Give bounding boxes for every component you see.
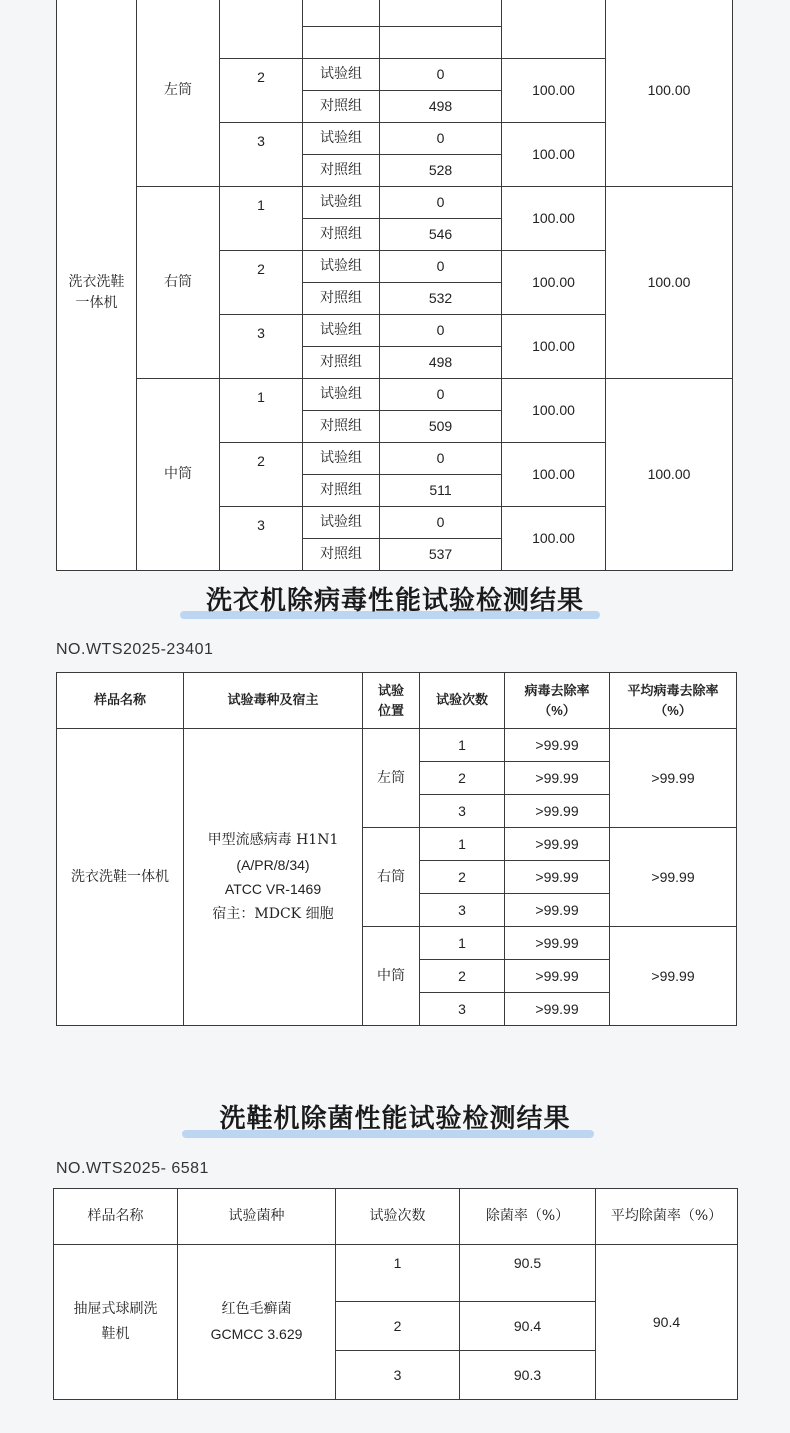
rate-cell: >99.99 (505, 729, 610, 762)
header-rate: 病毒去除率 （%） (505, 673, 610, 729)
count-cell: 546 (380, 219, 502, 251)
strain-line: GCMCC 3.629 (210, 1326, 303, 1342)
run-cell: 3 (336, 1351, 460, 1400)
run-cell: 2 (420, 960, 505, 993)
section-title-text: 洗衣机除病毒性能试验检测结果 (205, 585, 584, 615)
run-cell: 2 (220, 59, 303, 123)
count-cell (380, 27, 502, 59)
count-cell: 0 (380, 251, 502, 283)
run-cell: 3 (420, 993, 505, 1026)
count-cell: 532 (380, 283, 502, 315)
count-cell: 528 (380, 155, 502, 187)
group-label (303, 27, 380, 59)
count-cell: 498 (380, 91, 502, 123)
rate-cell: 90.4 (460, 1302, 596, 1351)
table-row (54, 1245, 738, 1302)
rate-cell: >99.99 (505, 828, 610, 861)
rate-cell: 90.5 (460, 1245, 596, 1302)
header-strain: 试验菌种 (178, 1189, 336, 1245)
rate-cell: 100.00 (502, 187, 606, 251)
count-cell: 0 (380, 59, 502, 91)
count-cell: 0 (380, 443, 502, 475)
rate-cell: 100.00 (502, 379, 606, 443)
position-cell: 右筒 (137, 187, 220, 379)
virus-line: 甲型流感病毒 H1N1 (207, 832, 339, 848)
avg-rate-cell: >99.99 (610, 729, 737, 828)
rate-cell: >99.99 (505, 927, 610, 960)
rate-cell: >99.99 (505, 861, 610, 894)
position-cell: 左筒 (137, 0, 220, 187)
group-label: 试验组 (303, 443, 380, 475)
virus-line: (A/PR/8/34) (236, 856, 310, 873)
group-label: 试验组 (303, 507, 380, 539)
avg-rate-cell: >99.99 (610, 927, 737, 1026)
run-cell: 3 (420, 795, 505, 828)
avg-rate-cell: >99.99 (610, 828, 737, 927)
group-label: 对照组 (303, 411, 380, 443)
group-label: 试验组 (303, 379, 380, 411)
shoe-bacteria-result-table (53, 1188, 738, 1400)
group-label: 试验组 (303, 315, 380, 347)
virus-result-table (56, 672, 737, 1026)
header-runs: 试验次数 (420, 673, 505, 729)
count-cell: 0 (380, 507, 502, 539)
header-sample: 样品名称 (57, 673, 184, 729)
table-header-row (54, 1189, 738, 1245)
run-cell: 1 (220, 379, 303, 443)
run-cell: 3 (220, 507, 303, 571)
position-cell: 中筒 (363, 927, 420, 1026)
group-label: 对照组 (303, 91, 380, 123)
section-title-bacteria (0, 1098, 790, 1135)
count-cell: 498 (380, 347, 502, 379)
header-runs: 试验次数 (336, 1189, 460, 1245)
rate-cell: >99.99 (505, 894, 610, 927)
count-cell: 0 (380, 379, 502, 411)
sample-name: 洗衣洗鞋一体机 (68, 274, 125, 311)
rate-cell: >99.99 (505, 960, 610, 993)
run-cell: 1 (420, 927, 505, 960)
header-avg: 平均除菌率（%） (596, 1189, 738, 1245)
avg-rate-cell: 100.00 (606, 379, 733, 571)
run-cell: 3 (220, 123, 303, 187)
table-row (57, 187, 733, 219)
rate-cell: 100.00 (502, 59, 606, 123)
group-label: 试验组 (303, 187, 380, 219)
run-cell: 2 (220, 251, 303, 315)
table-header-row (57, 673, 737, 729)
run-cell: 1 (336, 1245, 460, 1302)
table-row (57, 729, 737, 762)
table-row (57, 379, 733, 411)
run-cell: 1 (420, 729, 505, 762)
section-title-text: 洗鞋机除菌性能试验检测结果 (219, 1103, 571, 1133)
header-sample: 样品名称 (54, 1189, 178, 1245)
sample-name-cell (57, 0, 137, 571)
run-cell (220, 0, 303, 59)
rate-cell: 100.00 (502, 123, 606, 187)
count-cell: 537 (380, 539, 502, 571)
header-position: 试验 位置 (363, 673, 420, 729)
position-cell: 左筒 (363, 729, 420, 828)
group-label: 试验组 (303, 59, 380, 91)
count-cell (380, 0, 502, 27)
group-label: 对照组 (303, 219, 380, 251)
group-label: 试验组 (303, 123, 380, 155)
group-label: 对照组 (303, 283, 380, 315)
avg-rate-cell: 100.00 (606, 0, 733, 187)
section-title-virus (0, 580, 790, 617)
run-cell: 3 (220, 315, 303, 379)
run-cell: 2 (336, 1302, 460, 1351)
group-label: 对照组 (303, 539, 380, 571)
position-cell: 中筒 (137, 379, 220, 571)
run-cell: 3 (420, 894, 505, 927)
rate-cell: >99.99 (505, 993, 610, 1026)
bacteria-result-table-1 (56, 0, 733, 571)
count-cell: 0 (380, 187, 502, 219)
group-label: 对照组 (303, 155, 380, 187)
strain-line: 红色毛癣菌 (221, 1300, 292, 1317)
count-cell: 509 (380, 411, 502, 443)
avg-rate-cell: 90.4 (596, 1245, 738, 1400)
run-cell: 2 (420, 861, 505, 894)
count-cell: 0 (380, 315, 502, 347)
header-avg: 平均病毒去除率 （%） (610, 673, 737, 729)
rate-cell (502, 0, 606, 59)
position-cell: 右筒 (363, 828, 420, 927)
report-number: NO.WTS2025-23401 (56, 641, 214, 658)
run-cell: 1 (420, 828, 505, 861)
virus-cell (184, 729, 363, 1026)
group-label (303, 0, 380, 27)
rate-cell: 100.00 (502, 315, 606, 379)
avg-rate-cell: 100.00 (606, 187, 733, 379)
rate-cell: >99.99 (505, 762, 610, 795)
rate-cell: >99.99 (505, 795, 610, 828)
group-label: 试验组 (303, 251, 380, 283)
rate-cell: 90.3 (460, 1351, 596, 1400)
run-cell: 2 (220, 443, 303, 507)
virus-line: ATCC VR-1469 (224, 881, 322, 897)
count-cell: 0 (380, 123, 502, 155)
rate-cell: 100.00 (502, 443, 606, 507)
count-cell: 511 (380, 475, 502, 507)
group-label: 对照组 (303, 347, 380, 379)
sample-name-cell: 洗衣洗鞋一体机 (57, 729, 184, 1026)
report-number: NO.WTS2025- 6581 (56, 1160, 209, 1177)
group-label: 对照组 (303, 475, 380, 507)
virus-line: 宿主：MDCK 细胞 (212, 905, 334, 922)
rate-cell: 100.00 (502, 251, 606, 315)
run-cell: 1 (220, 187, 303, 251)
table-row (57, 0, 733, 27)
run-cell: 2 (420, 762, 505, 795)
rate-cell: 100.00 (502, 507, 606, 571)
sample-name-cell: 抽屉式球刷洗 鞋机 (54, 1245, 178, 1400)
header-rate: 除菌率（%） (460, 1189, 596, 1245)
header-virus: 试验毒种及宿主 (184, 673, 363, 729)
strain-cell (178, 1245, 336, 1400)
